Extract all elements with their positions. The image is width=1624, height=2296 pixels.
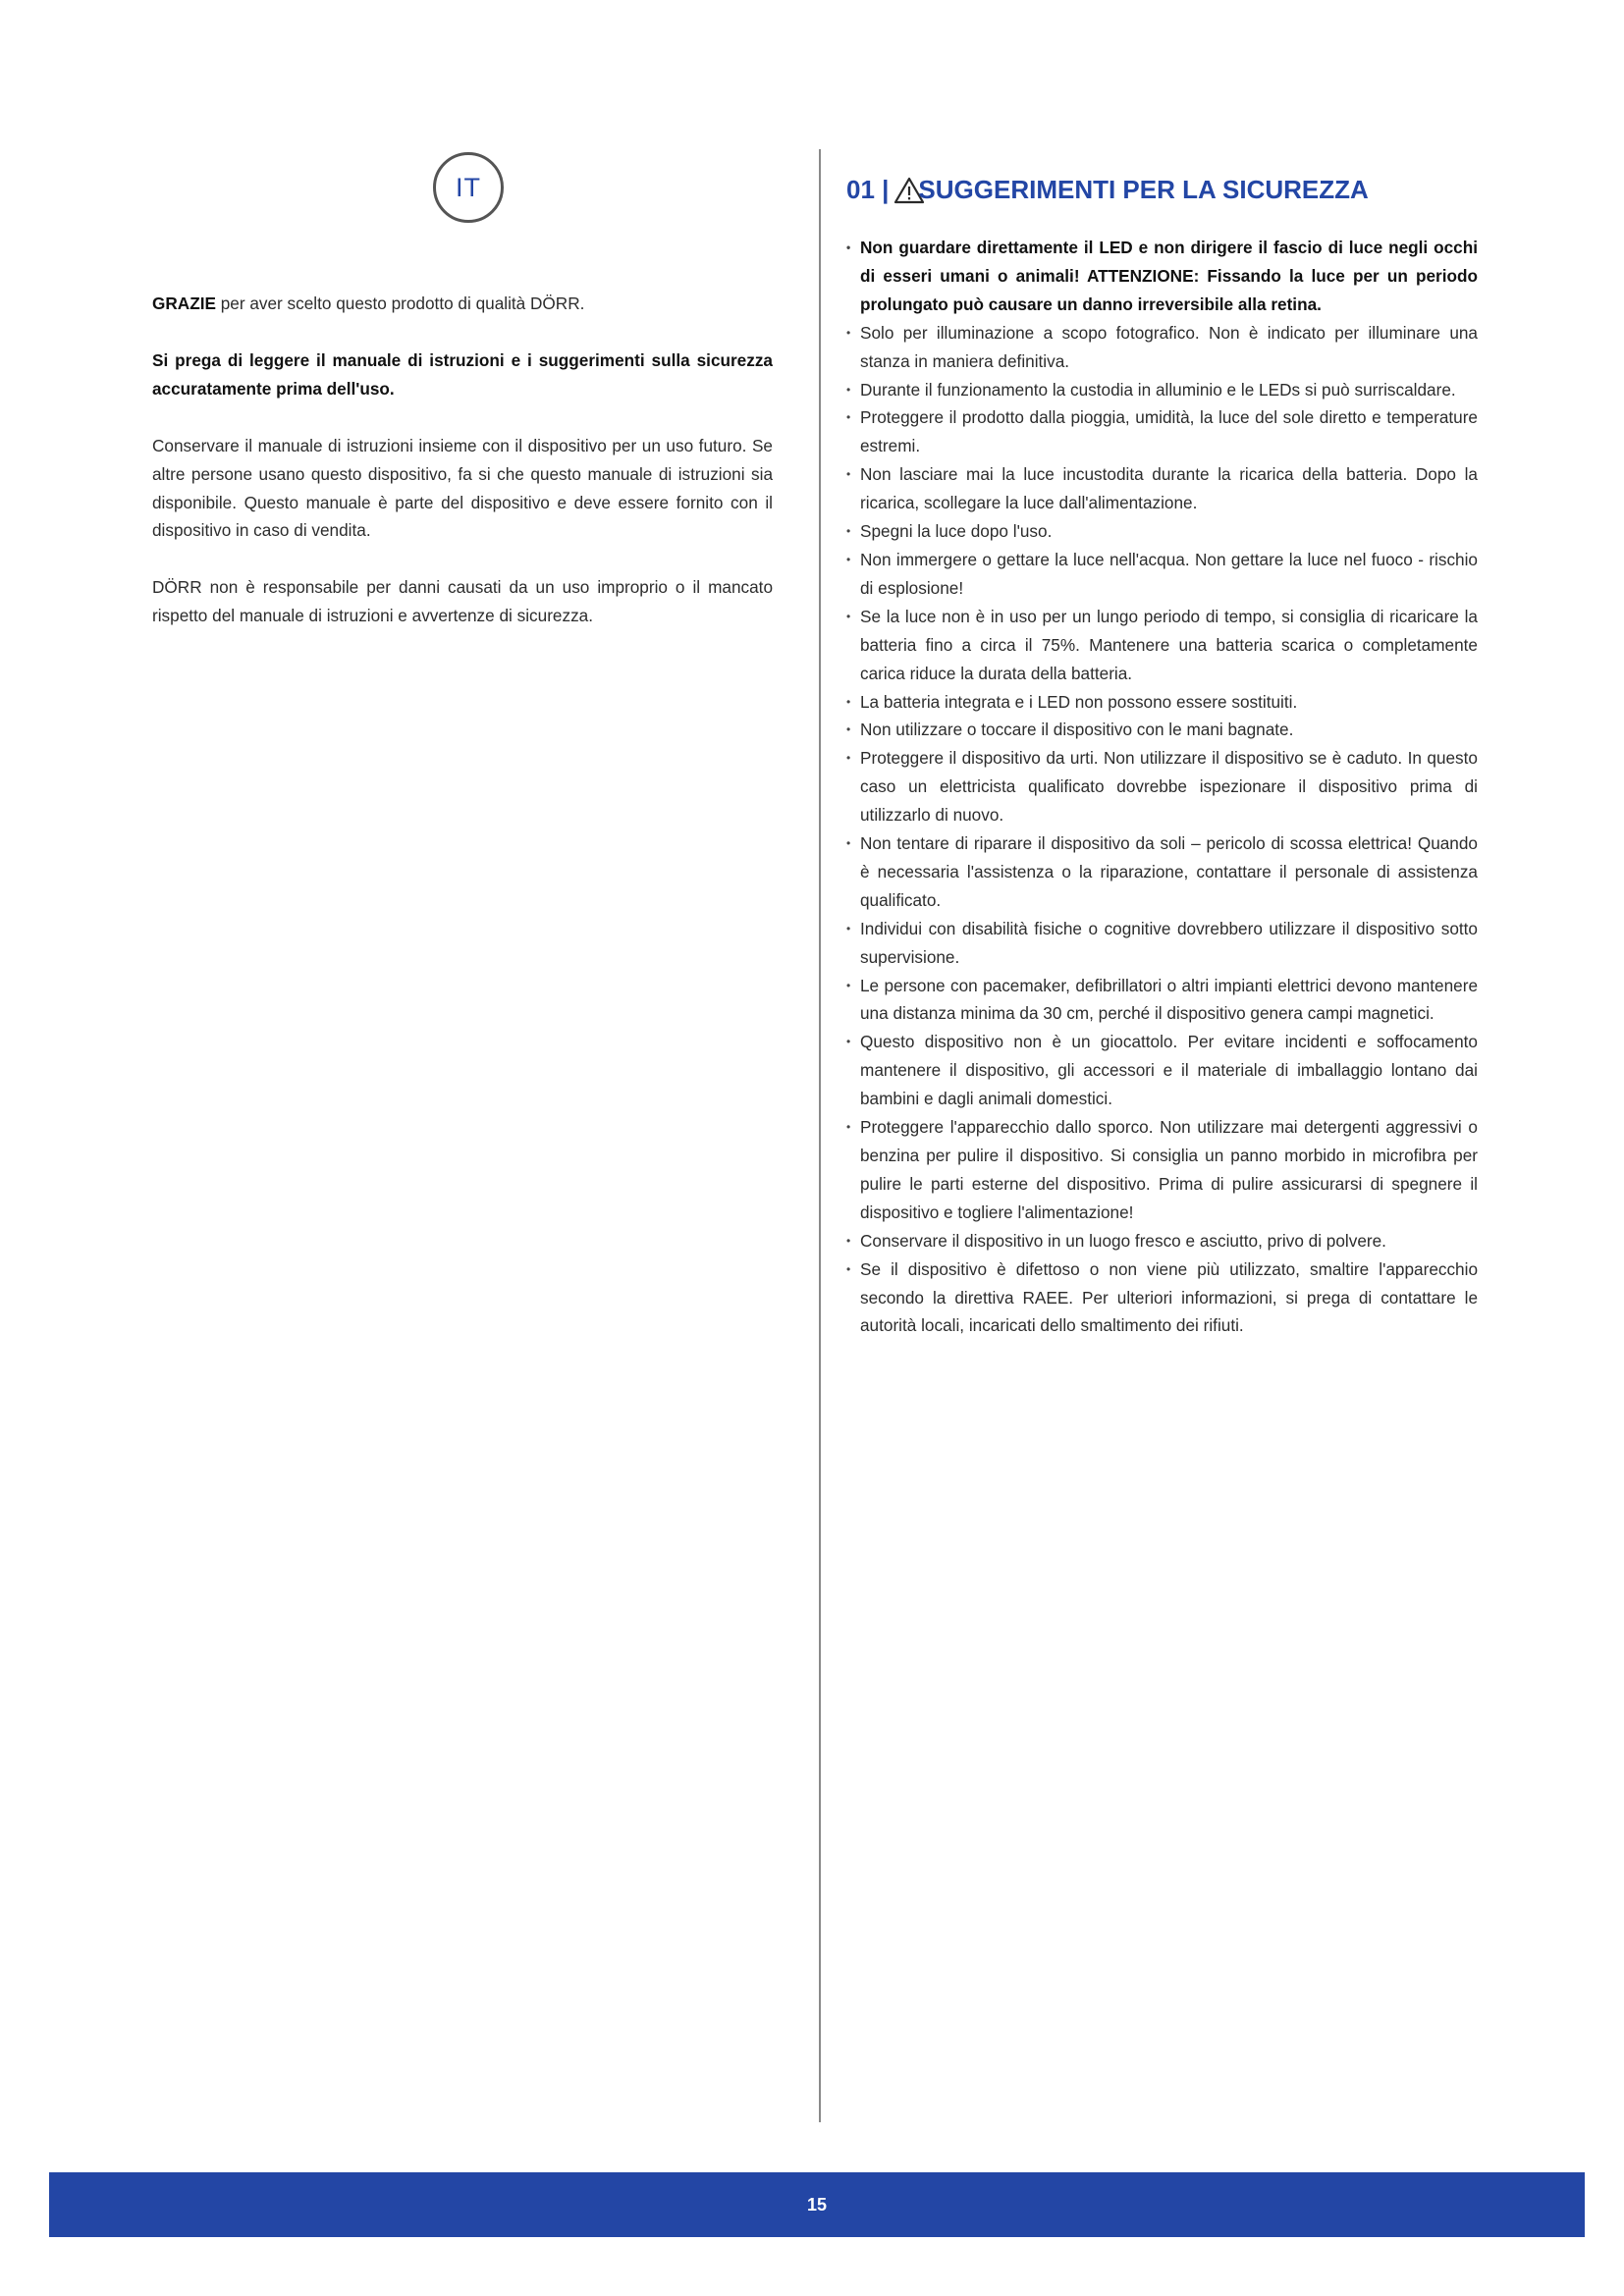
page-number: 15 <box>806 2194 828 2215</box>
safety-item: • Non utilizzare o toccare il dispositivo con le mani bagnate. <box>846 716 1478 744</box>
safety-item: • Le persone con pacemaker, defibrillatori o altri impianti elettrici devono mantenere una distanza minima da 30 cm, perché il dispositivo genera campi magnetici. <box>846 972 1478 1029</box>
language-code: IT <box>456 172 481 202</box>
safety-item: • Spegni la luce dopo l'uso. <box>846 517 1478 546</box>
safety-item: • Individui con disabilità fisiche o cognitive dovrebbero utilizzare il dispositivo sotto supervisione. <box>846 915 1478 972</box>
column-divider <box>819 149 821 2122</box>
language-badge <box>433 152 504 223</box>
safety-item: • Conservare il dispositivo in un luogo fresco e asciutto, privo di polvere. <box>846 1227 1478 1255</box>
safety-item: • Solo per illuminazione a scopo fotografico. Non è indicato per illuminare una stanza in maniera definitiva. <box>846 319 1478 376</box>
read-notice <box>152 347 773 403</box>
read-notice-text: Si prega di leggere il manuale di istruzioni e i suggerimenti sulla sicurezza accuratamente prima dell'uso. <box>152 349 773 399</box>
safety-item: • Non guardare direttamente il LED e non dirigere il fascio di luce negli occhi di esseri umani o animali! ATTENZIONE: Fissando la luce per un periodo prolungato può causare un danno irreversibile alla retina. <box>846 234 1478 319</box>
safety-item: • Durante il funzionamento la custodia in alluminio e le LEDs si può surriscaldare. <box>846 376 1478 404</box>
thanks-text: per aver scelto questo prodotto di qualità DÖRR. <box>215 294 585 313</box>
safety-item: • Proteggere il prodotto dalla pioggia, umidità, la luce del sole diretto e temperature estremi. <box>846 403 1478 460</box>
safety-item: • Questo dispositivo non è un giocattolo. Per evitare incidenti e soffocamento mantenere il dispositivo, gli accessori e il materiale di imballaggio lontano dai bambini e dagli animali domestici. <box>846 1028 1478 1113</box>
safety-item: • Proteggere il dispositivo da urti. Non utilizzare il dispositivo se è caduto. In questo caso un elettricista qualificato dovrebbe ispezionare il dispositivo prima di utilizzarlo di nuovo. <box>846 744 1478 829</box>
safety-section-title <box>846 175 1369 205</box>
thanks-strong: GRAZIE <box>152 294 216 313</box>
safety-item: • Non immergere o gettare la luce nell'acqua. Non gettare la luce nel fuoco - rischio di esplosione! <box>846 546 1478 603</box>
thanks-paragraph <box>152 290 773 318</box>
footer-bar <box>49 2172 1585 2237</box>
section-title-text: SUGGERIMENTI PER LA SICUREZZA <box>918 175 1369 204</box>
safety-item: • Proteggere l'apparecchio dallo sporco. Non utilizzare mai detergenti aggressivi o benzina per pulire il dispositivo. Si consiglia un panno morbido in microfibra per pulire le parti esterne del dispositivo. Prima di pulire assicurarsi di spegnere il dispositivo e togliere l'alimentazione! <box>846 1113 1478 1227</box>
safety-item: • Non tentare di riparare il dispositivo da soli – pericolo di scossa elettrica! Quando è necessaria l'assistenza o la riparazione, contattare il personale di assistenza qualificato. <box>846 829 1478 915</box>
liability-paragraph: DÖRR non è responsabile per danni causati da un uso improprio o il mancato rispetto del manuale di istruzioni e avvertenze di sicurezza. <box>152 577 773 626</box>
safety-list <box>846 234 1478 1340</box>
safety-item: • Non lasciare mai la luce incustodita durante la ricarica della batteria. Dopo la ricarica, scollegare la luce dall'alimentazione. <box>846 460 1478 517</box>
intro-column <box>152 290 773 659</box>
safety-item: • Se la luce non è in uso per un lungo periodo di tempo, si consiglia di ricaricare la batteria fino a circa il 75%. Mantenere una batteria scarica o completamente carica riduce la durata della batteria. <box>846 603 1478 688</box>
safety-item: • La batteria integrata e i LED non possono essere sostituiti. <box>846 688 1478 717</box>
section-number: 01 | <box>846 175 890 204</box>
keep-manual-paragraph: Conservare il manuale di istruzioni insieme con il dispositivo per un uso futuro. Se altre persone usano questo dispositivo, fa si che questo manuale di istruzioni sia disponibile. Questo manuale è parte del dispositivo e deve essere fornito con il dispositivo in caso di vendita. <box>152 435 773 541</box>
safety-item: • Se il dispositivo è difettoso o non viene più utilizzato, smaltire l'apparecchio secondo la direttiva RAEE. Per ulteriori informazioni, si prega di contattare le autorità locali, incaricati dello smaltimento dei rifiuti. <box>846 1255 1478 1341</box>
